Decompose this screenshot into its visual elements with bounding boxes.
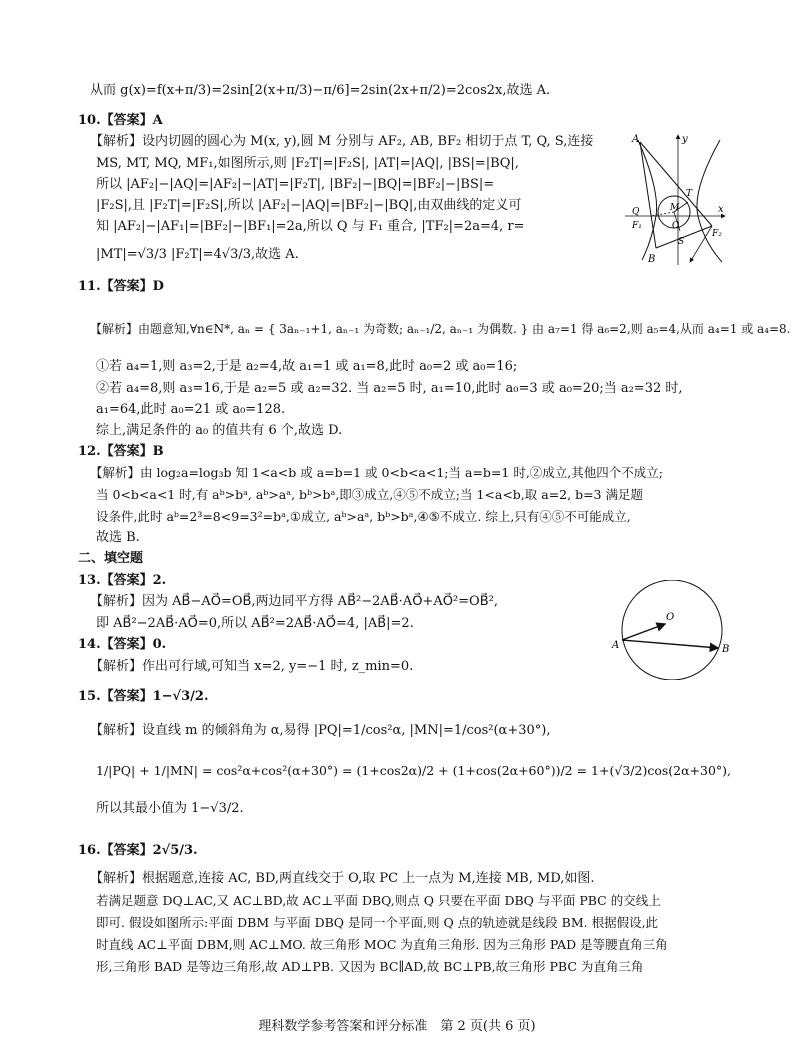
analysis-11-3: ②若 a₄=8,则 a₃=16,于是 a₂=5 或 a₂=32. 当 a₂=5 时, a₁=10,此时 a₀=3 或 a₀=20;当 a₂=32 时,: [96, 381, 683, 396]
page-footer: 理科数学参考答案和评分标准 第 2 页(共 6 页): [258, 1019, 536, 1034]
analysis-12-2: 当 0<b<a<1 时,有 aᵇ>bᵃ, aᵇ>aᵃ, bᵇ>bᵃ,即③成立,④⑤不成立;当 1<a<b,取 a=2, b=3 满足题: [96, 487, 643, 502]
analysis-12-3: 设条件,此时 aᵇ=2³=8<9=3²=bᵃ,①成立, aᵇ>aᵃ, bᵇ>bᵃ,④⑤不成立. 综上,只有④⑤不可能成立,: [96, 509, 631, 524]
analysis-16-3: 即可. 假设如图所示:平面 DBM 与平面 DBQ 是同一个平面,则 Q 点的轨迹就是线段 BM. 根据假设,此: [96, 915, 659, 930]
fig1-label-y: y: [682, 134, 688, 145]
analysis-10-4: |F₂S|,且 |F₂T|=|F₂S|,所以 |AF₂|−|AQ|=|BF₂|−|BQ|,由双曲线的定义可: [96, 198, 522, 213]
answer-13: 13.【答案】2.: [78, 573, 167, 588]
analysis-10-6: |MT|=√3/3 |F₂T|=4√3/3,故选 A.: [96, 247, 299, 262]
analysis-15-1: 【解析】设直线 m 的倾斜角为 α,易得 |PQ|=1/cos²α, |MN|=1/cos²(α+30°),: [90, 723, 551, 738]
analysis-10-2: MS, MT, MQ, MF₁,如图所示,则 |F₂T|=|F₂S|, |AT|=|AQ|, |BS|=|BQ|,: [96, 156, 519, 171]
analysis-10-3: 所以 |AF₂|−|AQ|=|AF₂|−|AT|=|F₂T|, |BF₂|−|BQ|=|BF₂|−|BS|=: [96, 177, 495, 192]
answer-14: 14.【答案】0.: [78, 637, 167, 652]
fig1-label-T: T: [686, 189, 693, 199]
analysis-10-5: 知 |AF₂|−|AF₁|=|BF₂|−|BF₁|=2a,所以 Q 与 F₁ 重合, |TF₂|=2a=4, r=: [96, 219, 525, 234]
fig1-label-M: M: [670, 203, 680, 213]
fig2-label-O: O: [666, 612, 675, 623]
fig1-label-A: A: [632, 134, 640, 145]
analysis-12-4: 故选 B.: [96, 530, 140, 545]
fig1-label-O: O: [672, 221, 680, 231]
fig2-label-A: A: [612, 640, 620, 651]
answer-16: 16.【答案】2√5/3.: [78, 843, 198, 858]
analysis-12-1: 【解析】由 log₂a=log₃b 知 1<a<b 或 a=b=1 或 0<b<a<1;当 a=b=1 时,②成立,其他四个不成立;: [90, 465, 663, 480]
answer-12: 12.【答案】B: [78, 444, 164, 459]
answer-15: 15.【答案】1−√3/2.: [78, 689, 209, 704]
line-g-x: 从而 g(x)=f(x+π/3)=2sin[2(x+π/3)−π/6]=2sin(2x+π/2)=2cos2x,故选 A.: [90, 83, 551, 98]
fig1-label-x: x: [718, 204, 724, 215]
answer-10: 10.【答案】A: [78, 113, 163, 128]
fig1-label-F2: F₂: [712, 229, 722, 239]
analysis-13-1: 【解析】因为 AB⃗−AO⃗=OB⃗,两边同平方得 AB⃗²−2AB⃗·AO⃗+AO⃗²=OB⃗²,: [90, 594, 498, 609]
analysis-11-4: a₁=64,此时 a₀=21 或 a₀=128.: [96, 402, 286, 417]
circle-vector-figure: [610, 580, 740, 680]
analysis-11-1: 【解析】由题意知,∀n∈N*, aₙ = { 3aₙ₋₁+1, aₙ₋₁ 为奇数; aₙ₋₁/2, aₙ₋₁ 为偶数. } 由 a₇=1 得 a₆=2,则 a₅=4,从而 a₄=1 或 a₄=8.: [90, 322, 791, 336]
fig1-label-B: B: [648, 254, 656, 265]
analysis-10-1: 【解析】设内切圆的圆心为 M(x, y),圆 M 分别与 AF₂, AB, BF₂ 相切于点 T, Q, S,连接: [90, 134, 594, 149]
fig2-label-B: B: [722, 644, 730, 655]
analysis-16-1: 【解析】根据题意,连接 AC, BD,两直线交于 O,取 PC 上一点为 M,连接 MB, MD,如图.: [90, 871, 595, 886]
analysis-16-2: 若满足题意 DQ⊥AC,又 AC⊥BD,故 AC⊥平面 DBQ,则点 Q 只要在平面 DBQ 与平面 PBC 的交线上: [96, 893, 661, 908]
answer-11: 11.【答案】D: [78, 279, 164, 294]
analysis-15-3: 所以其最小值为 1−√3/2.: [96, 801, 244, 816]
section-fill-blank: 二、填空题: [78, 551, 144, 566]
analysis-14: 【解析】作出可行域,可知当 x=2, y=−1 时, z_min=0.: [90, 659, 414, 674]
analysis-13-2: 即 AB⃗²−2AB⃗·AO⃗=0,所以 AB⃗²=2AB⃗·AO⃗=4, |AB⃗|=2.: [96, 616, 414, 631]
analysis-16-4: 时直线 AC⊥平面 DBM,则 AC⊥MO. 故三角形 MOC 为直角三角形. 因为三角形 PAD 是等腰直角三角: [96, 937, 668, 952]
fig1-label-S: S: [678, 237, 685, 247]
analysis-15-2: 1/|PQ| + 1/|MN| = cos²α+cos²(α+30°) = (1+cos2α)/2 + (1+cos(2α+60°))/2 = 1+(√3/2)cos(2α+30°),: [96, 763, 732, 778]
fig1-label-F1: F₁: [632, 221, 642, 231]
fig1-label-Q: Q: [632, 207, 640, 217]
analysis-16-5: 形,三角形 BAD 是等边三角形,故 AD⊥PB. 又因为 BC∥AD,故 BC⊥PB,故三角形 PBC 为直角三角: [96, 959, 644, 974]
analysis-11-2: ①若 a₄=1,则 a₃=2,于是 a₂=4,故 a₁=1 或 a₁=8,此时 a₀=2 或 a₀=16;: [96, 359, 518, 374]
analysis-11-5: 综上,满足条件的 a₀ 的值共有 6 个,故选 D.: [96, 423, 343, 438]
hyperbola-incircle-figure: [620, 130, 730, 270]
